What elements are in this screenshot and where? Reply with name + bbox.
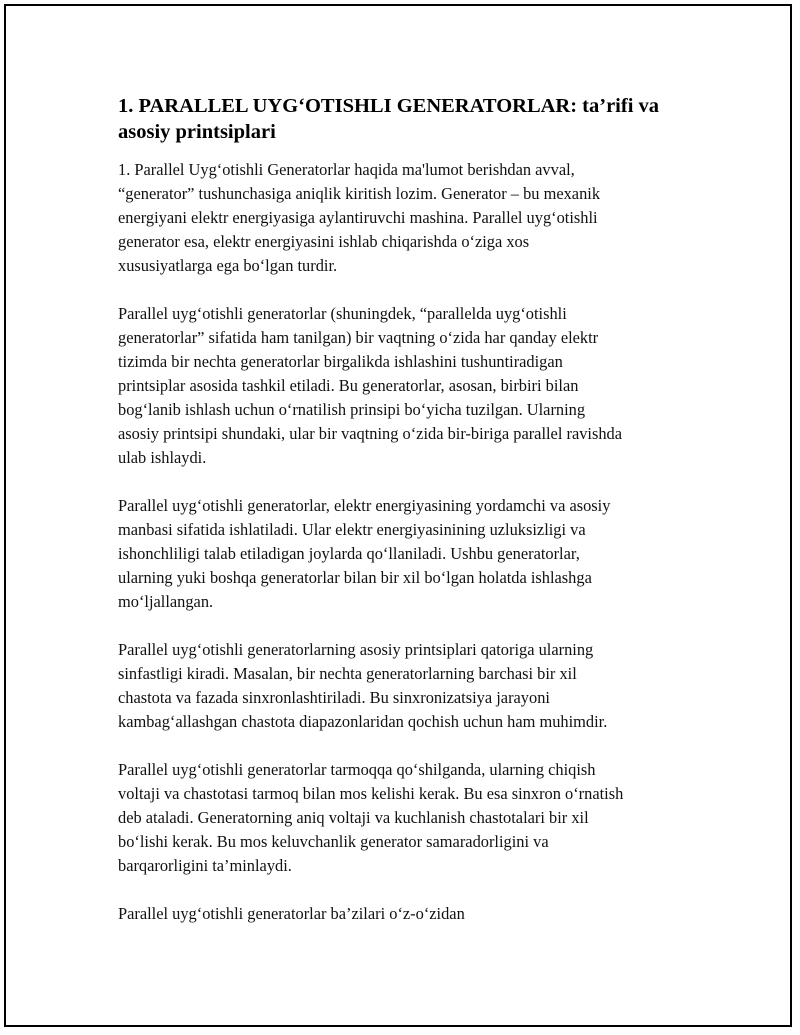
paragraph-4 bbox=[118, 638, 690, 734]
document-body bbox=[118, 93, 690, 950]
paragraph-6 bbox=[118, 902, 690, 926]
text-line: deb ataladi. Generatorning aniq voltaji va kuchlanish chastotalari bir xil bbox=[118, 808, 589, 827]
text-line: ulab ishlaydi. bbox=[118, 448, 207, 467]
text-line: ularning yuki boshqa generatorlar bilan bir xil bo‘lgan holatda ishlashga bbox=[118, 568, 592, 587]
title-line: asosiy printsiplari bbox=[118, 121, 276, 143]
text-line: Parallel uyg‘otishli generatorlar ba’zilari o‘z-o‘zidan bbox=[118, 904, 465, 923]
text-line: bog‘lanib ishlash uchun o‘rnatilish prinsipi bo‘yicha tuzilgan. Ularning bbox=[118, 400, 586, 419]
text-line: sinfastligi kiradi. Masalan, bir nechta generatorlarning barchasi bir xil bbox=[118, 664, 577, 683]
text-line: bo‘lishi kerak. Bu mos keluvchanlik generator samaradorligini va bbox=[118, 832, 549, 851]
paragraph-1 bbox=[118, 158, 690, 278]
text-line: “generator” tushunchasiga aniqlik kiritish lozim. Generator – bu mexanik bbox=[118, 184, 601, 203]
text-line: manbasi sifatida ishlatiladi. Ular elektr energiyasinining uzluksizligi va bbox=[118, 520, 586, 539]
page-title bbox=[118, 93, 690, 145]
text-line: 1. Parallel Uyg‘otishli Generatorlar haqida ma'lumot berishdan avval, bbox=[118, 160, 575, 179]
text-line: voltaji va chastotasi tarmoq bilan mos kelishi kerak. Bu esa sinxron o‘rnatish bbox=[118, 784, 624, 803]
title-line: 1. PARALLEL UYG‘OTISHLI GENERATORLAR: ta’rifi va bbox=[118, 95, 660, 117]
text-line: barqarorligini ta’minlaydi. bbox=[118, 856, 292, 875]
paragraph-5 bbox=[118, 758, 690, 878]
text-line: tizimda bir nechta generatorlar birgalikda ishlashini tushuntiradigan bbox=[118, 352, 563, 371]
text-line: Parallel uyg‘otishli generatorlar (shuningdek, “parallelda uyg‘otishli bbox=[118, 304, 567, 323]
paragraph-2 bbox=[118, 302, 690, 470]
text-line: energiyani elektr energiyasiga aylantiruvchi mashina. Parallel uyg‘otishli bbox=[118, 208, 598, 227]
text-line: generatorlar” sifatida ham tanilgan) bir vaqtning o‘zida har qanday elektr bbox=[118, 328, 599, 347]
text-line: Parallel uyg‘otishli generatorlarning asosiy printsiplari qatoriga ularning bbox=[118, 640, 594, 659]
text-line: asosiy printsipi shundaki, ular bir vaqtning o‘zida bir-biriga parallel ravishda bbox=[118, 424, 623, 443]
text-line: ishonchliligi talab etiladigan joylarda qo‘llaniladi. Ushbu generatorlar, bbox=[118, 544, 580, 563]
paragraph-3 bbox=[118, 494, 690, 614]
text-line: generator esa, elektr energiyasini ishlab chiqarishda o‘ziga xos bbox=[118, 232, 530, 251]
text-line: mo‘ljallangan. bbox=[118, 592, 214, 611]
text-line: chastota va fazada sinxronlashtiriladi. Bu sinxronizatsiya jarayoni bbox=[118, 688, 550, 707]
text-line: Parallel uyg‘otishli generatorlar, elektr energiyasining yordamchi va asosiy bbox=[118, 496, 611, 515]
text-line: xususiyatlarga ega bo‘lgan turdir. bbox=[118, 256, 338, 275]
text-line: printsiplar asosida tashkil etiladi. Bu generatorlar, asosan, birbiri bilan bbox=[118, 376, 579, 395]
text-line: kambag‘allashgan chastota diapazonlaridan qochish uchun ham muhimdir. bbox=[118, 712, 608, 731]
text-line: Parallel uyg‘otishli generatorlar tarmoqqa qo‘shilganda, ularning chiqish bbox=[118, 760, 596, 779]
